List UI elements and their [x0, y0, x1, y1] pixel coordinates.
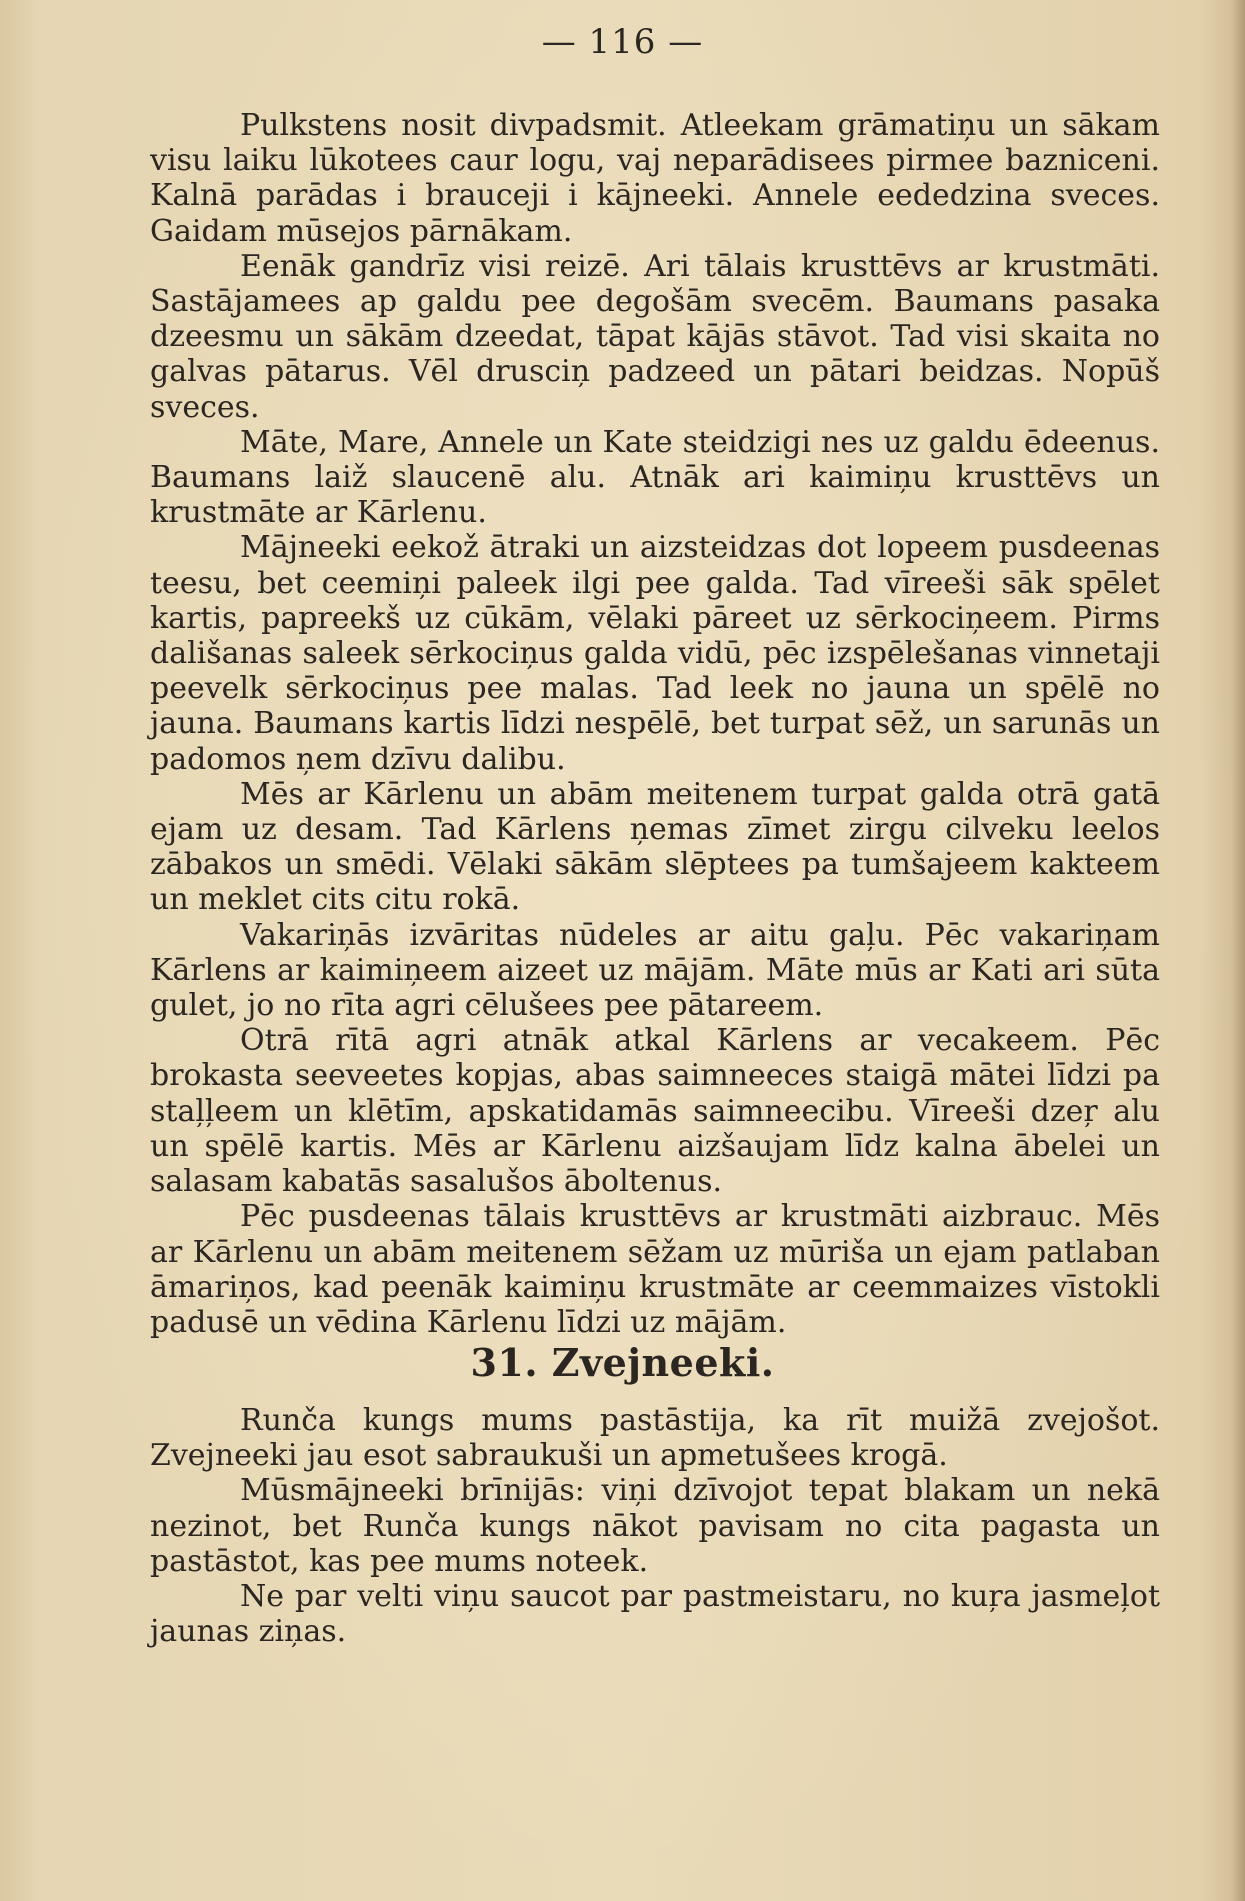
paragraph: Mēs ar Kārlenu un abām meitenem turpat galda otrā gatā ejam uz desam. Tad Kārlens ņemas zīmet zirgu cilveku leelos zābakos un smēdi. Vēlaki sākām slēptees pa tumšajeem kakteem un meklet cits citu rokā.: [150, 776, 1160, 918]
page-edge-shadow: [1231, 0, 1245, 1901]
paragraph: Ne par velti viņu saucot par pastmeistaru, no kuŗa jasmeļot jaunas ziņas.: [150, 1579, 1160, 1650]
section-text: [150, 1403, 1160, 1649]
paragraph: Vakariņās izvāritas nūdeles ar aitu gaļu. Pēc vakariņam Kārlens ar kaimiņeem aizeet uz mājām. Māte mūs ar Kati ari sūta gulet, jo no rīta agri cēlušees pee pātareem.: [150, 917, 1160, 1024]
section-title: 31. Zvejneeki.: [470, 1340, 775, 1385]
paragraph: Pulkstens nosit divpadsmit. Atleekam grāmatiņu un sākam visu laiku lūkotees caur logu, vaj neparādisees pirmee bazniceni. Kalnā parādas i brauceji i kājneeki. Annele eededzina sveces. Gaidam mūsejos pārnākam.: [150, 108, 1160, 249]
paragraph: Pēc pusdeenas tālais krusttēvs ar krustmāti aizbrauc. Mēs ar Kārlenu un abām meitenem sēžam uz mūriša un ejam patlaban āmariņos, kad peenāk kaimiņu krustmāte ar ceemmaizes vīstokli padusē un vēdina Kārlenu līdzi uz mājām.: [150, 1199, 1160, 1340]
paragraph: Runča kungs mums pastāstija, ka rīt muižā zvejošot. Zvejneeki jau esot sabraukuši un apmetušees krogā.: [150, 1403, 1160, 1474]
paragraph: Māte, Mare, Annele un Kate steidzigi nes uz galdu ēdeenus. Baumans laiž slaucenē alu. Atnāk ari kaimiņu krusttēvs un krustmāte ar Kārlenu.: [150, 424, 1160, 531]
paragraph: Eenāk gandrīz visi reizē. Ari tālais krusttēvs ar krustmāti. Sastājamees ap galdu pee degošām svecēm. Baumans pasaka dzeesmu un sākām dzeedat, tāpat kājās stāvot. Tad visi skaita no galvas pātarus. Vēl drusciņ padzeed un pātari beidzas. Nopūš sveces.: [150, 248, 1160, 425]
paragraph: Otrā rītā agri atnāk atkal Kārlens ar vecakeem. Pēc brokasta seeveetes kopjas, abas saimneeces staigā mātei līdzi pa staļļeem un klētīm, apskatidamās saimneecibu. Vīreeši dzeŗ alu un spēlē kartis. Mēs ar Kārlenu aizšaujam līdz kalna ābelei un salasam kabatās sasalušos āboltenus.: [150, 1023, 1160, 1200]
page-number: — 116 —: [541, 22, 704, 62]
paragraph: Mājneeki eekož ātraki un aizsteidzas dot lopeem pusdeenas teesu, bet ceemiņi paleek ilgi pee galda. Tad vīreeši sāk spēlet kartis, papreekš uz cūkām, vēlaki pāreet uz sērkociņeem. Pirms dališanas saleek sērkociņus galda vidū, pēc izspēlešanas vinnetaji peevelk sērkociņus pee malas. Tad leek no jauna un spēlē no jauna. Baumans kartis līdzi nespēlē, bet turpat sēž, un sarunās un padomos ņem dzīvu dalibu.: [150, 530, 1160, 777]
paragraph: Mūsmājneeki brīnijās: viņi dzīvojot tepat blakam un nekā nezinot, bet Runča kungs nākot pavisam no cita pagasta un pastāstot, kas pee mums noteek.: [150, 1473, 1160, 1579]
chapter-text: [150, 108, 1160, 1340]
